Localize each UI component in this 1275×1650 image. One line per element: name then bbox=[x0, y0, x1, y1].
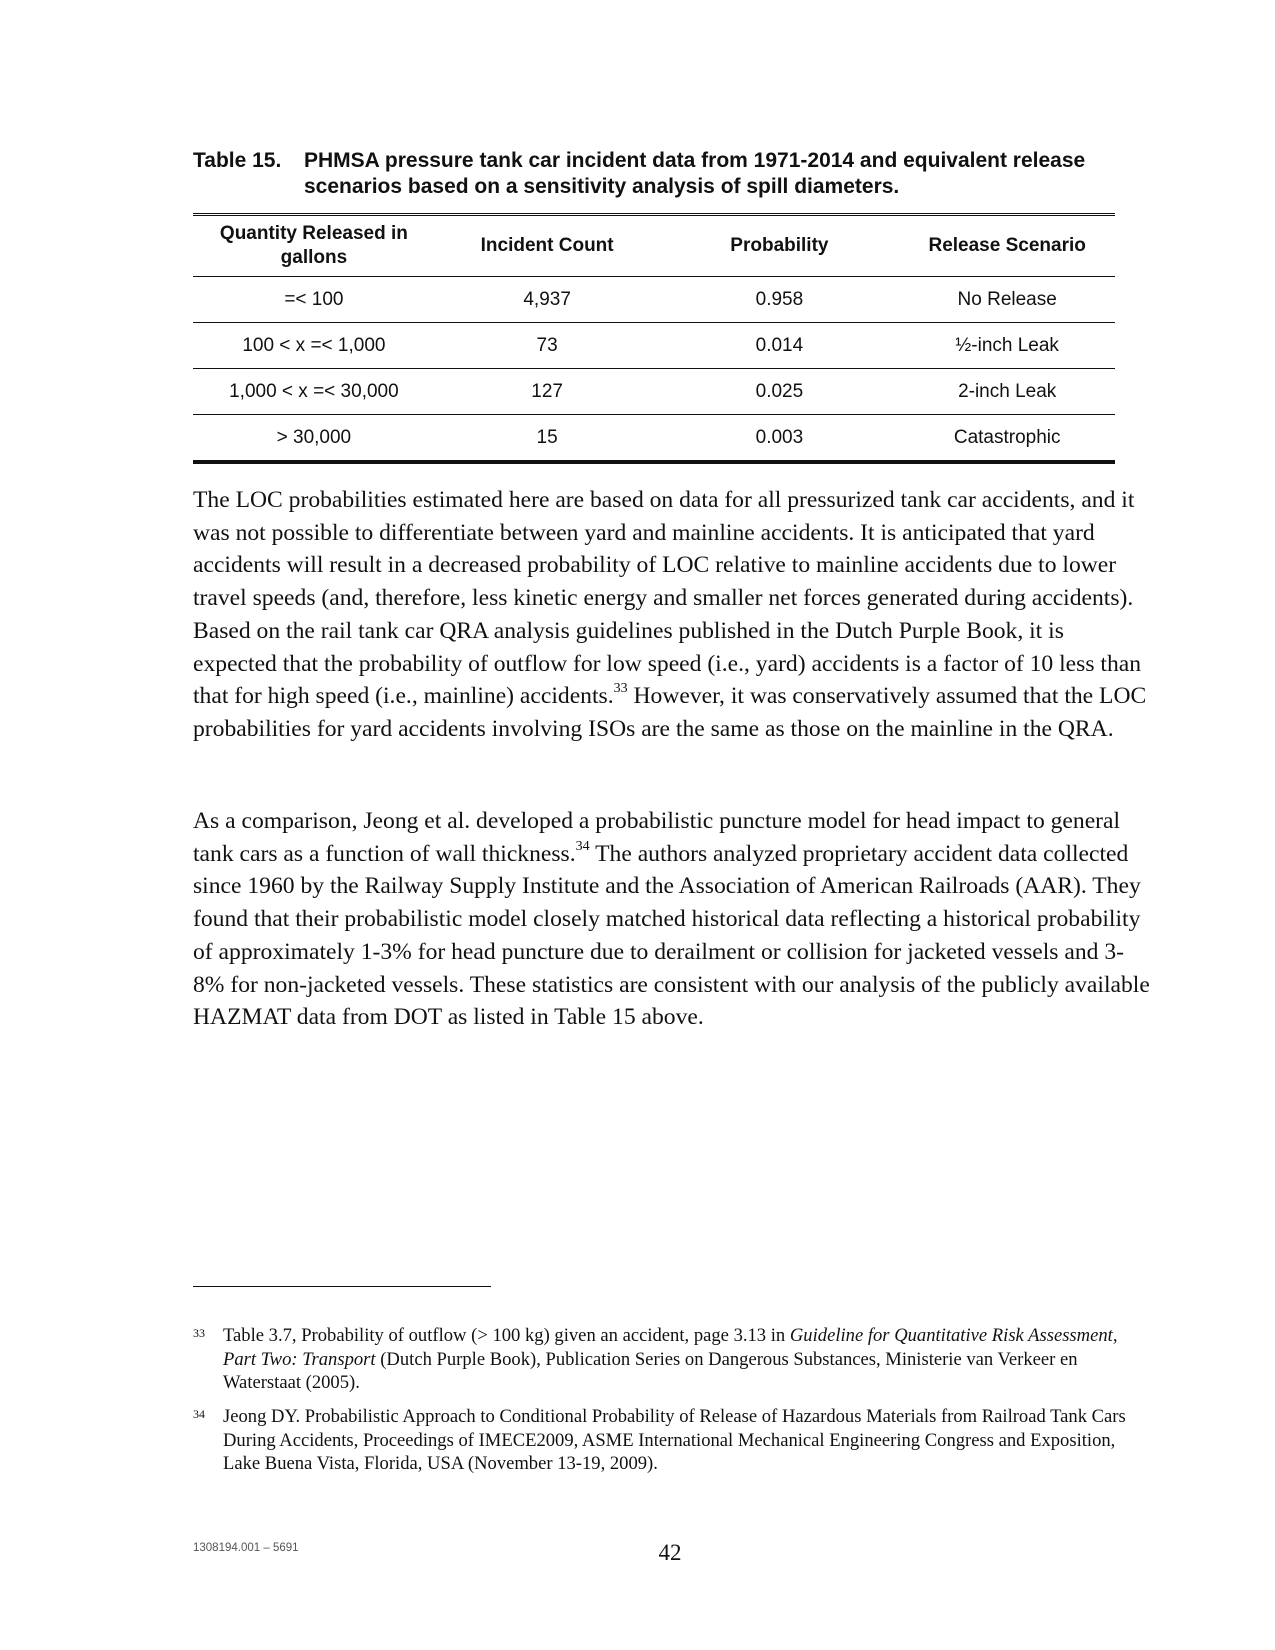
table-row bbox=[193, 277, 1115, 323]
cell-release-scenario: No Release bbox=[899, 277, 1115, 323]
paragraph-comparison bbox=[193, 805, 1153, 1034]
footnote-reference[interactable]: 33 bbox=[613, 681, 628, 697]
table-caption-text: PHMSA pressure tank car incident data from 1971-2014 and equivalent release scenarios based on a sensitivity analysis of spill diameters. bbox=[304, 149, 1086, 198]
cell-probability: 0.003 bbox=[659, 415, 899, 463]
cell-probability: 0.958 bbox=[659, 277, 899, 323]
cell-quantity: =< 100 bbox=[193, 277, 435, 323]
footnote bbox=[193, 1405, 1153, 1476]
paragraph-text: However, it was conservatively assumed that the LOC probabilities for yard accidents involving ISOs are the same as those on the mainline in the QRA. bbox=[193, 683, 1147, 742]
cell-release-scenario: ½-inch Leak bbox=[899, 323, 1115, 369]
cell-incident-count: 73 bbox=[435, 323, 660, 369]
cell-incident-count: 15 bbox=[435, 415, 660, 463]
table-row bbox=[193, 369, 1115, 415]
footnote bbox=[193, 1324, 1153, 1395]
footnote-mark: 33 bbox=[193, 1326, 205, 1340]
footnote-source-title: Guideline for Quantitative Risk Assessment, Part Two: Transport bbox=[223, 1325, 1118, 1370]
cell-quantity: 100 < x =< 1,000 bbox=[193, 323, 435, 369]
footnote-text bbox=[223, 1324, 1153, 1395]
paragraph-loc-probabilities bbox=[193, 484, 1153, 746]
cell-quantity: 1,000 < x =< 30,000 bbox=[193, 369, 435, 415]
cell-incident-count: 4,937 bbox=[435, 277, 660, 323]
document-number: 1308194.001 – 5691 bbox=[193, 1542, 299, 1554]
footnote-reference[interactable]: 34 bbox=[575, 838, 590, 854]
header-incident-count: Incident Count bbox=[435, 215, 660, 277]
paragraph-text: As a comparison, Jeong et al. developed a probabilistic puncture model for head impact to general tank cars as a function of wall thickness. bbox=[193, 808, 1121, 867]
table-row bbox=[193, 323, 1115, 369]
cell-quantity: > 30,000 bbox=[193, 415, 435, 463]
incident-data-table bbox=[193, 213, 1115, 464]
page-number: 42 bbox=[658, 1540, 682, 1565]
cell-probability: 0.025 bbox=[659, 369, 899, 415]
paragraph-text: The authors analyzed proprietary accident data collected since 1960 by the Railway Supply Institute and the Association of American Railroads (AAR). They found that their probabilistic model closely matched historical data reflecting a historical probability of approximately 1-3% for head puncture due to derailment or collision for jacketed vessels and 3-8% for non-jacketed vessels. These statistics are consistent with our analysis of the publicly available HAZMAT data from DOT as listed in Table 15 above. bbox=[193, 840, 1150, 1031]
footnote-text-part: Table 3.7, Probability of outflow (> 100 kg) given an accident, page 3.13 in bbox=[223, 1325, 790, 1346]
header-release-scenario: Release Scenario bbox=[899, 215, 1115, 277]
cell-incident-count: 127 bbox=[435, 369, 660, 415]
table-caption-label: Table 15. bbox=[193, 149, 282, 172]
header-quantity-released: Quantity Released in gallons bbox=[193, 215, 435, 277]
footnote-text-part: (Dutch Purple Book), Publication Series on Dangerous Substances, Ministerie van Verkeer en Waterstaat (2005). bbox=[223, 1348, 1078, 1394]
cell-release-scenario: Catastrophic bbox=[899, 415, 1115, 463]
table-caption bbox=[193, 148, 1168, 200]
footnote-mark: 34 bbox=[193, 1407, 205, 1421]
header-probability: Probability bbox=[659, 215, 899, 277]
table-header-row bbox=[193, 215, 1115, 277]
footnote-divider bbox=[193, 1286, 491, 1287]
footnote-text bbox=[223, 1405, 1153, 1476]
paragraph-text: The LOC probabilities estimated here are based on data for all pressurized tank car accidents, and it was not possible to differentiate between yard and mainline accidents. It is anticipated that yard accidents will result in a decreased probability of LOC relative to mainline accidents due to lower travel speeds (and, therefore, less kinetic energy and smaller net forces generated during accidents). Based on the rail tank car QRA analysis guidelines published in the Dutch Purple Book, it is expected that the probability of outflow for low speed (i.e., yard) accidents is a factor of 10 less than that for high speed (i.e., mainline) accidents. bbox=[193, 487, 1142, 710]
cell-probability: 0.014 bbox=[659, 323, 899, 369]
cell-release-scenario: 2-inch Leak bbox=[899, 369, 1115, 415]
footnote-text-part: Jeong DY. Probabilistic Approach to Conditional Probability of Release of Hazardous Materials from Railroad Tank Cars During Accidents, Proceedings of IMECE2009, ASME International Mechanical Engineering Congress and Exposition, Lake Buena Vista, Florida, USA (November 13-19, 2009). bbox=[223, 1406, 1126, 1475]
table-row bbox=[193, 415, 1115, 463]
